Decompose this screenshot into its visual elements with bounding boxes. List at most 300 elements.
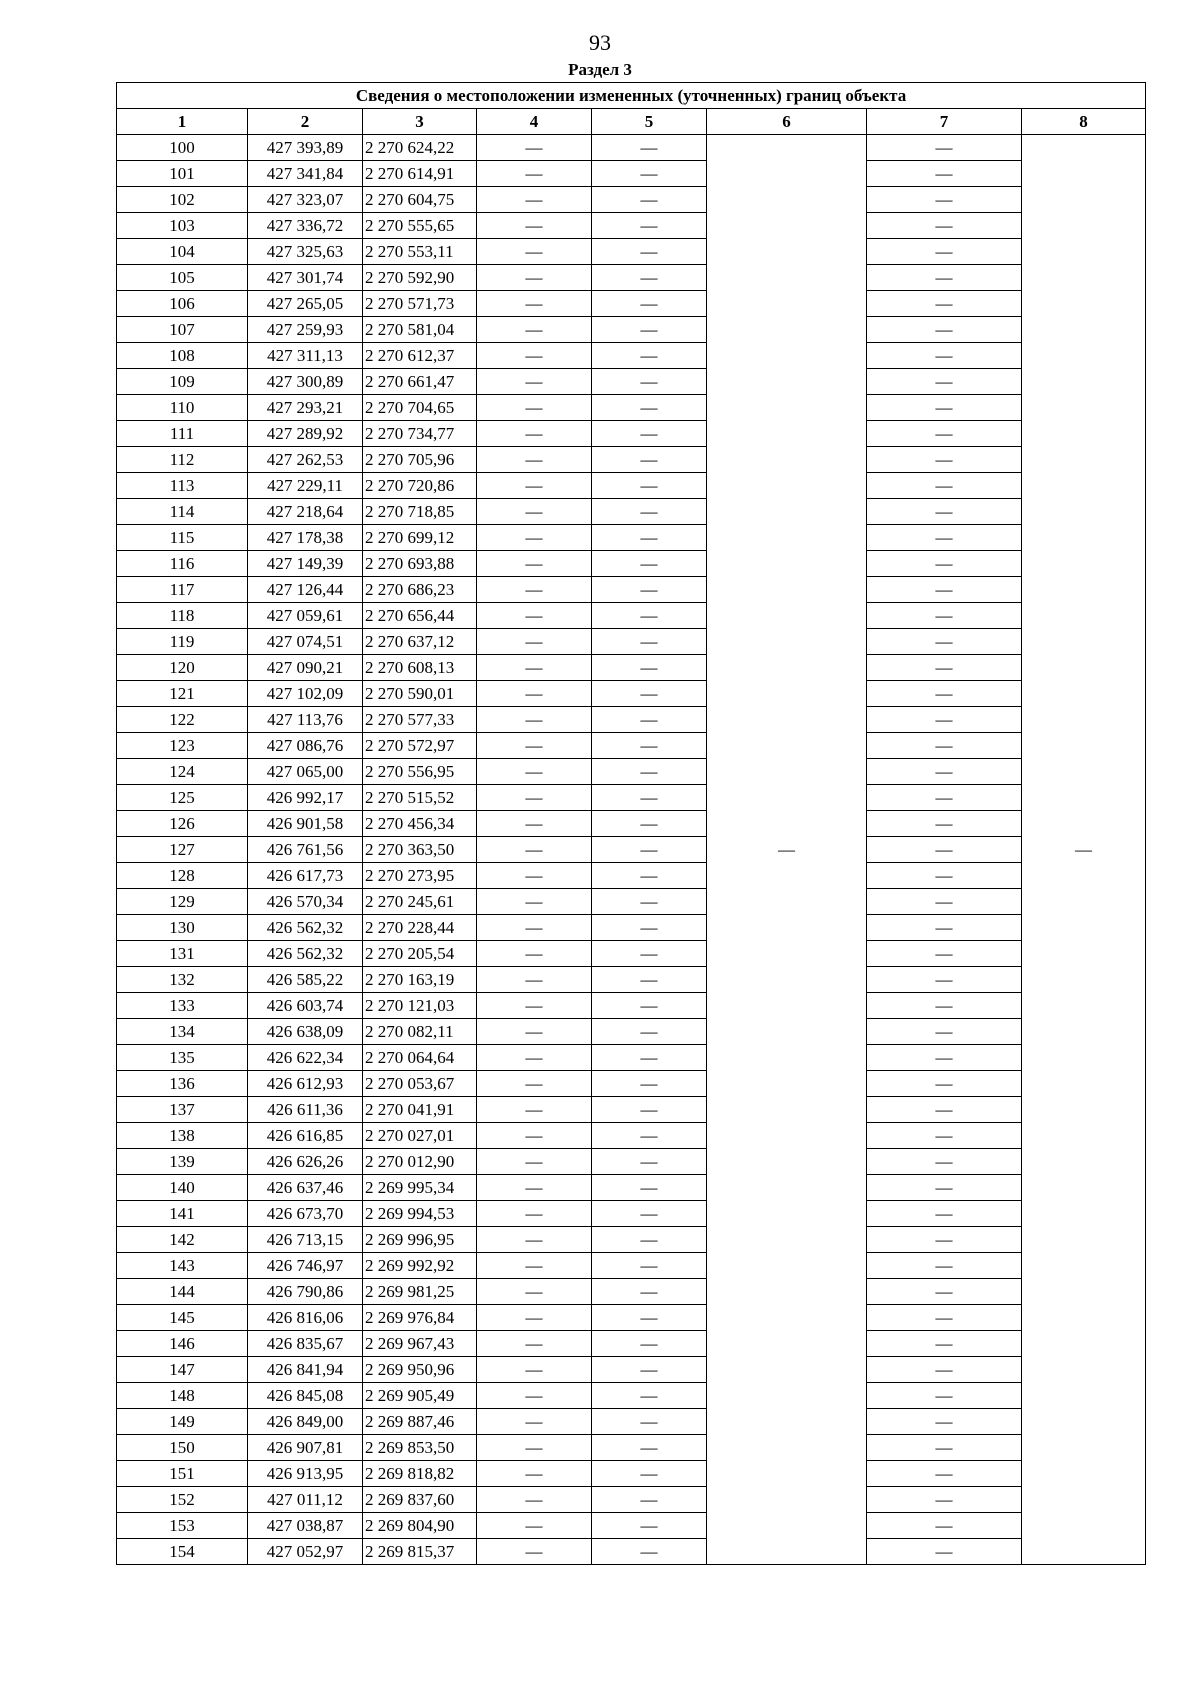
- coordinate-y: 2 270 163,19: [363, 967, 477, 993]
- coordinate-y: 2 270 581,04: [363, 317, 477, 343]
- table-row: [117, 1409, 1146, 1435]
- point-number: 101: [117, 161, 248, 187]
- column-header-6: 6: [707, 109, 867, 135]
- column-5-value: —: [592, 525, 707, 551]
- column-5-value: —: [592, 681, 707, 707]
- table-row: [117, 941, 1146, 967]
- column-7-value: —: [867, 291, 1022, 317]
- coordinate-y: 2 270 704,65: [363, 395, 477, 421]
- column-4-value: —: [477, 291, 592, 317]
- table-row: [117, 1357, 1146, 1383]
- point-number: 121: [117, 681, 248, 707]
- column-4-value: —: [477, 1019, 592, 1045]
- column-7-value: —: [867, 681, 1022, 707]
- coordinate-x: 426 562,32: [248, 941, 363, 967]
- point-number: 142: [117, 1227, 248, 1253]
- column-4-value: —: [477, 369, 592, 395]
- column-5-value: —: [592, 1071, 707, 1097]
- coordinate-y: 2 270 656,44: [363, 603, 477, 629]
- column-5-value: —: [592, 291, 707, 317]
- column-header-3: 3: [363, 109, 477, 135]
- table-row: [117, 239, 1146, 265]
- column-4-value: —: [477, 707, 592, 733]
- table-row: [117, 1071, 1146, 1097]
- coordinate-y: 2 270 555,65: [363, 213, 477, 239]
- coordinate-x: 427 265,05: [248, 291, 363, 317]
- column-5-value: —: [592, 447, 707, 473]
- table-row: [117, 499, 1146, 525]
- point-number: 136: [117, 1071, 248, 1097]
- column-7-value: —: [867, 863, 1022, 889]
- column-5-value: —: [592, 1461, 707, 1487]
- coordinate-x: 426 603,74: [248, 993, 363, 1019]
- point-number: 104: [117, 239, 248, 265]
- coordinate-y: 2 270 686,23: [363, 577, 477, 603]
- column-5-value: —: [592, 1123, 707, 1149]
- column-5-value: —: [592, 1331, 707, 1357]
- table-row: [117, 369, 1146, 395]
- column-7-value: —: [867, 499, 1022, 525]
- column-4-value: —: [477, 135, 592, 161]
- coordinate-x: 427 341,84: [248, 161, 363, 187]
- column-4-value: —: [477, 1123, 592, 1149]
- coordinate-y: 2 269 837,60: [363, 1487, 477, 1513]
- column-7-value: —: [867, 1409, 1022, 1435]
- column-7-value: —: [867, 395, 1022, 421]
- column-7-value: —: [867, 317, 1022, 343]
- column-4-value: —: [477, 733, 592, 759]
- coordinate-y: 2 270 590,01: [363, 681, 477, 707]
- coordinate-x: 426 622,34: [248, 1045, 363, 1071]
- column-4-value: —: [477, 213, 592, 239]
- coordinate-x: 426 570,34: [248, 889, 363, 915]
- coordinate-x: 427 336,72: [248, 213, 363, 239]
- column-5-value: —: [592, 265, 707, 291]
- column-7-value: —: [867, 1279, 1022, 1305]
- column-5-value: —: [592, 603, 707, 629]
- column-7-value: —: [867, 187, 1022, 213]
- point-number: 144: [117, 1279, 248, 1305]
- point-number: 139: [117, 1149, 248, 1175]
- column-7-value: —: [867, 603, 1022, 629]
- coordinate-x: 427 325,63: [248, 239, 363, 265]
- column-5-value: —: [592, 343, 707, 369]
- column-4-value: —: [477, 1331, 592, 1357]
- column-4-value: —: [477, 655, 592, 681]
- coordinate-y: 2 270 571,73: [363, 291, 477, 317]
- table-row: [117, 343, 1146, 369]
- column-5-value: —: [592, 1435, 707, 1461]
- point-number: 141: [117, 1201, 248, 1227]
- coordinate-y: 2 269 976,84: [363, 1305, 477, 1331]
- column-4-value: —: [477, 1045, 592, 1071]
- coordinate-y: 2 270 556,95: [363, 759, 477, 785]
- table-row: [117, 265, 1146, 291]
- column-7-value: —: [867, 967, 1022, 993]
- coordinate-x: 426 638,09: [248, 1019, 363, 1045]
- coordinate-y: 2 270 624,22: [363, 135, 477, 161]
- table-row: [117, 1175, 1146, 1201]
- table-row: [117, 395, 1146, 421]
- coordinate-y: 2 270 515,52: [363, 785, 477, 811]
- column-5-value: —: [592, 1487, 707, 1513]
- column-header-1: 1: [117, 109, 248, 135]
- point-number: 124: [117, 759, 248, 785]
- coordinate-y: 2 270 718,85: [363, 499, 477, 525]
- column-5-value: —: [592, 317, 707, 343]
- coordinate-x: 427 300,89: [248, 369, 363, 395]
- column-7-value: —: [867, 785, 1022, 811]
- column-header-8: 8: [1022, 109, 1146, 135]
- point-number: 138: [117, 1123, 248, 1149]
- column-4-value: —: [477, 1357, 592, 1383]
- column-7-value: —: [867, 1045, 1022, 1071]
- table-row: [117, 759, 1146, 785]
- column-4-value: —: [477, 187, 592, 213]
- point-number: 117: [117, 577, 248, 603]
- table-row: [117, 187, 1146, 213]
- column-7-value: —: [867, 915, 1022, 941]
- point-number: 115: [117, 525, 248, 551]
- coordinate-x: 427 090,21: [248, 655, 363, 681]
- column-7-value: —: [867, 1461, 1022, 1487]
- column-4-value: —: [477, 1409, 592, 1435]
- coordinate-y: 2 270 228,44: [363, 915, 477, 941]
- point-number: 100: [117, 135, 248, 161]
- coordinate-y: 2 270 027,01: [363, 1123, 477, 1149]
- point-number: 146: [117, 1331, 248, 1357]
- column-7-value: —: [867, 759, 1022, 785]
- coordinate-x: 427 038,87: [248, 1513, 363, 1539]
- coordinate-y: 2 270 572,97: [363, 733, 477, 759]
- table-row: [117, 1539, 1146, 1565]
- page-number: 93: [589, 30, 611, 55]
- point-number: 125: [117, 785, 248, 811]
- coordinate-y: 2 270 553,11: [363, 239, 477, 265]
- coordinate-y: 2 270 720,86: [363, 473, 477, 499]
- column-5-value: —: [592, 1227, 707, 1253]
- table-row: [117, 551, 1146, 577]
- column-4-value: —: [477, 265, 592, 291]
- coordinate-x: 427 074,51: [248, 629, 363, 655]
- column-7-value: —: [867, 733, 1022, 759]
- point-number: 103: [117, 213, 248, 239]
- column-5-value: —: [592, 1409, 707, 1435]
- column-7-value: —: [867, 1097, 1022, 1123]
- coordinate-y: 2 270 705,96: [363, 447, 477, 473]
- column-7-value: —: [867, 525, 1022, 551]
- point-number: 132: [117, 967, 248, 993]
- point-number: 116: [117, 551, 248, 577]
- column-5-value: —: [592, 1357, 707, 1383]
- coordinate-x: 426 790,86: [248, 1279, 363, 1305]
- coordinate-y: 2 269 995,34: [363, 1175, 477, 1201]
- point-number: 150: [117, 1435, 248, 1461]
- coordinate-y: 2 270 082,11: [363, 1019, 477, 1045]
- column-7-value: —: [867, 1487, 1022, 1513]
- column-5-value: —: [592, 707, 707, 733]
- column-7-value: —: [867, 1305, 1022, 1331]
- coordinate-y: 2 270 064,64: [363, 1045, 477, 1071]
- point-number: 106: [117, 291, 248, 317]
- table-row: [117, 733, 1146, 759]
- coordinate-y: 2 270 053,67: [363, 1071, 477, 1097]
- coordinate-x: 426 612,93: [248, 1071, 363, 1097]
- column-4-value: —: [477, 473, 592, 499]
- column-7-value: —: [867, 1149, 1022, 1175]
- table-row: [117, 967, 1146, 993]
- column-header-5: 5: [592, 109, 707, 135]
- column-7-value: —: [867, 213, 1022, 239]
- column-4-value: —: [477, 603, 592, 629]
- coordinate-x: 427 113,76: [248, 707, 363, 733]
- column-4-value: —: [477, 317, 592, 343]
- column-5-value: —: [592, 1019, 707, 1045]
- coordinate-x: 427 178,38: [248, 525, 363, 551]
- column-4-value: —: [477, 395, 592, 421]
- column-5-value: —: [592, 395, 707, 421]
- coordinate-x: 427 065,00: [248, 759, 363, 785]
- point-number: 133: [117, 993, 248, 1019]
- table-caption: Сведения о местоположении измененных (уточненных) границ объекта: [117, 83, 1146, 109]
- coordinate-y: 2 269 967,43: [363, 1331, 477, 1357]
- coordinate-x: 426 616,85: [248, 1123, 363, 1149]
- table-row: [117, 577, 1146, 603]
- coordinate-y: 2 270 041,91: [363, 1097, 477, 1123]
- column-7-value: —: [867, 1539, 1022, 1565]
- coordinate-x: 426 585,22: [248, 967, 363, 993]
- coordinate-x: 426 845,08: [248, 1383, 363, 1409]
- column-5-value: —: [592, 213, 707, 239]
- coordinate-x: 426 849,00: [248, 1409, 363, 1435]
- column-5-value: —: [592, 551, 707, 577]
- column-4-value: —: [477, 499, 592, 525]
- column-4-value: —: [477, 421, 592, 447]
- point-number: 143: [117, 1253, 248, 1279]
- column-5-value: —: [592, 161, 707, 187]
- column-5-value: —: [592, 915, 707, 941]
- column-7-value: —: [867, 577, 1022, 603]
- coordinate-y: 2 269 996,95: [363, 1227, 477, 1253]
- column-5-value: —: [592, 1279, 707, 1305]
- column-7-value: —: [867, 1357, 1022, 1383]
- coordinate-y: 2 270 734,77: [363, 421, 477, 447]
- column-7-value: —: [867, 473, 1022, 499]
- table-row: [117, 915, 1146, 941]
- point-number: 109: [117, 369, 248, 395]
- column-5-value: —: [592, 369, 707, 395]
- table-row: [117, 447, 1146, 473]
- column-4-value: —: [477, 1175, 592, 1201]
- point-number: 151: [117, 1461, 248, 1487]
- coordinate-x: 427 059,61: [248, 603, 363, 629]
- column-4-value: —: [477, 941, 592, 967]
- column-5-value: —: [592, 1539, 707, 1565]
- column-5-value: —: [592, 889, 707, 915]
- table-row: [117, 993, 1146, 1019]
- column-5-value: —: [592, 863, 707, 889]
- coordinate-x: 426 611,36: [248, 1097, 363, 1123]
- column-5-value: —: [592, 473, 707, 499]
- column-4-value: —: [477, 863, 592, 889]
- table-row: [117, 1201, 1146, 1227]
- column-4-value: —: [477, 1513, 592, 1539]
- coordinate-y: 2 270 661,47: [363, 369, 477, 395]
- coordinate-y: 2 269 818,82: [363, 1461, 477, 1487]
- column-4-value: —: [477, 889, 592, 915]
- column-4-value: —: [477, 551, 592, 577]
- column-7-value: —: [867, 837, 1022, 863]
- column-5-value: —: [592, 187, 707, 213]
- coordinate-x: 427 086,76: [248, 733, 363, 759]
- coordinate-y: 2 270 363,50: [363, 837, 477, 863]
- point-number: 154: [117, 1539, 248, 1565]
- point-number: 105: [117, 265, 248, 291]
- table-row: [117, 135, 1146, 161]
- column-5-value: —: [592, 759, 707, 785]
- coordinate-y: 2 269 887,46: [363, 1409, 477, 1435]
- column-5-value: —: [592, 1513, 707, 1539]
- column-4-value: —: [477, 1227, 592, 1253]
- column-7-value: —: [867, 941, 1022, 967]
- coordinate-y: 2 270 577,33: [363, 707, 477, 733]
- coordinate-x: 427 323,07: [248, 187, 363, 213]
- point-number: 135: [117, 1045, 248, 1071]
- point-number: 119: [117, 629, 248, 655]
- coordinate-y: 2 270 205,54: [363, 941, 477, 967]
- column-7-value: —: [867, 707, 1022, 733]
- coordinate-x: 427 229,11: [248, 473, 363, 499]
- point-number: 140: [117, 1175, 248, 1201]
- coordinate-y: 2 270 604,75: [363, 187, 477, 213]
- coordinate-x: 426 626,26: [248, 1149, 363, 1175]
- table-row: [117, 1019, 1146, 1045]
- column-5-value: —: [592, 811, 707, 837]
- table-row: [117, 1383, 1146, 1409]
- column-4-value: —: [477, 1435, 592, 1461]
- point-number: 148: [117, 1383, 248, 1409]
- point-number: 152: [117, 1487, 248, 1513]
- column-5-value: —: [592, 499, 707, 525]
- coordinate-x: 426 617,73: [248, 863, 363, 889]
- section-title: Раздел 3: [568, 60, 632, 79]
- coordinate-x: 426 816,06: [248, 1305, 363, 1331]
- column-7-value: —: [867, 1513, 1022, 1539]
- coordinate-y: 2 270 012,90: [363, 1149, 477, 1175]
- column-4-value: —: [477, 681, 592, 707]
- coordinate-y: 2 270 612,37: [363, 343, 477, 369]
- column-7-value: —: [867, 1331, 1022, 1357]
- column-5-value: —: [592, 1045, 707, 1071]
- coordinate-y: 2 270 693,88: [363, 551, 477, 577]
- column-4-value: —: [477, 447, 592, 473]
- column-4-value: —: [477, 1071, 592, 1097]
- coordinate-x: 426 841,94: [248, 1357, 363, 1383]
- coordinate-x: 427 259,93: [248, 317, 363, 343]
- coordinate-y: 2 270 273,95: [363, 863, 477, 889]
- column-5-value: —: [592, 655, 707, 681]
- coordinate-x: 426 761,56: [248, 837, 363, 863]
- point-number: 110: [117, 395, 248, 421]
- point-number: 102: [117, 187, 248, 213]
- coordinate-x: 426 907,81: [248, 1435, 363, 1461]
- column-4-value: —: [477, 1305, 592, 1331]
- column-7-value: —: [867, 1435, 1022, 1461]
- point-number: 127: [117, 837, 248, 863]
- table-row: [117, 837, 1146, 863]
- point-number: 129: [117, 889, 248, 915]
- column-5-value: —: [592, 239, 707, 265]
- column-5-value: —: [592, 837, 707, 863]
- column-4-value: —: [477, 1149, 592, 1175]
- table-row: [117, 473, 1146, 499]
- table-row: [117, 213, 1146, 239]
- column-5-value: —: [592, 1149, 707, 1175]
- column-7-value: —: [867, 1019, 1022, 1045]
- coordinate-y: 2 269 815,37: [363, 1539, 477, 1565]
- column-4-value: —: [477, 343, 592, 369]
- coordinate-x: 427 102,09: [248, 681, 363, 707]
- coordinate-x: 427 149,39: [248, 551, 363, 577]
- column-7-value: —: [867, 1175, 1022, 1201]
- column-5-value: —: [592, 733, 707, 759]
- coordinate-y: 2 270 637,12: [363, 629, 477, 655]
- table-row: [117, 655, 1146, 681]
- table-row: [117, 1331, 1146, 1357]
- column-4-value: —: [477, 837, 592, 863]
- column-8-merged-cell: —: [1022, 135, 1146, 1565]
- column-4-value: —: [477, 1487, 592, 1513]
- point-number: 147: [117, 1357, 248, 1383]
- table-row: [117, 317, 1146, 343]
- point-number: 131: [117, 941, 248, 967]
- column-4-value: —: [477, 1383, 592, 1409]
- point-number: 107: [117, 317, 248, 343]
- column-7-value: —: [867, 551, 1022, 577]
- column-4-value: —: [477, 577, 592, 603]
- coordinate-y: 2 269 981,25: [363, 1279, 477, 1305]
- coordinate-x: 426 835,67: [248, 1331, 363, 1357]
- coordinate-y: 2 270 592,90: [363, 265, 477, 291]
- column-4-value: —: [477, 785, 592, 811]
- coordinate-y: 2 269 992,92: [363, 1253, 477, 1279]
- coordinate-y: 2 270 699,12: [363, 525, 477, 551]
- point-number: 113: [117, 473, 248, 499]
- table-row: [117, 1123, 1146, 1149]
- column-6-merged-cell: —: [707, 135, 867, 1565]
- coordinate-x: 427 293,21: [248, 395, 363, 421]
- point-number: 114: [117, 499, 248, 525]
- table-row: [117, 707, 1146, 733]
- column-5-value: —: [592, 941, 707, 967]
- table-row: [117, 161, 1146, 187]
- column-4-value: —: [477, 1201, 592, 1227]
- coordinate-y: 2 269 853,50: [363, 1435, 477, 1461]
- table-caption-row: [117, 83, 1146, 109]
- column-7-value: —: [867, 655, 1022, 681]
- coordinate-x: 426 562,32: [248, 915, 363, 941]
- coordinate-y: 2 270 608,13: [363, 655, 477, 681]
- column-7-value: —: [867, 1253, 1022, 1279]
- coordinate-y: 2 269 994,53: [363, 1201, 477, 1227]
- table-row: [117, 1487, 1146, 1513]
- table-row: [117, 1227, 1146, 1253]
- column-7-value: —: [867, 265, 1022, 291]
- point-number: 153: [117, 1513, 248, 1539]
- coordinate-y: 2 269 804,90: [363, 1513, 477, 1539]
- column-5-value: —: [592, 1253, 707, 1279]
- coordinate-x: 427 289,92: [248, 421, 363, 447]
